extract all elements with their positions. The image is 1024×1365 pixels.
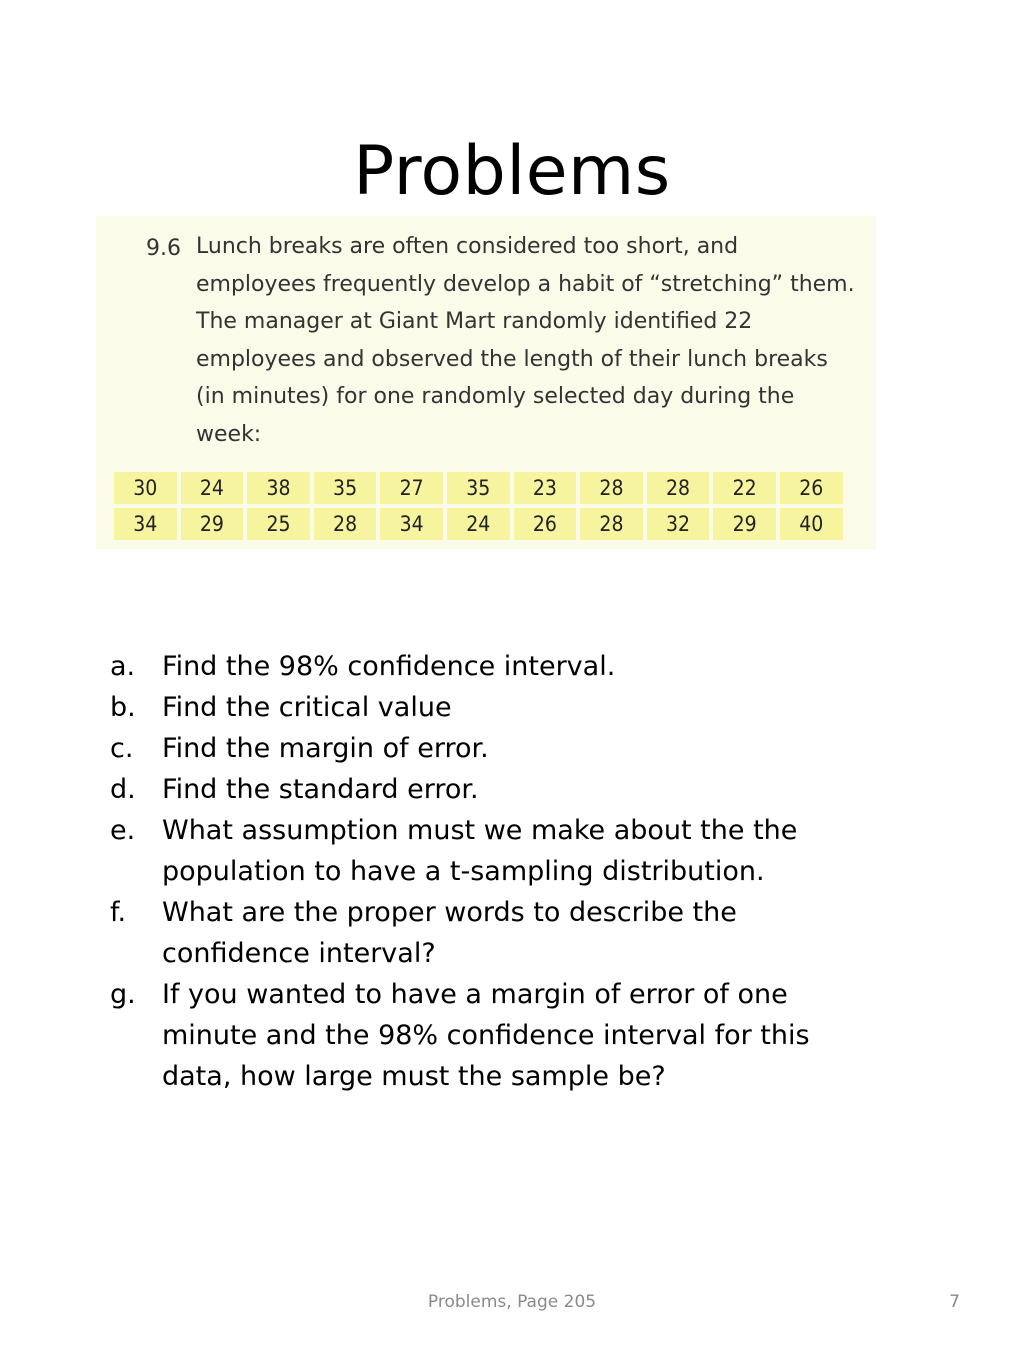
data-cell: 23 — [514, 472, 577, 504]
question-item — [110, 892, 850, 974]
question-item — [110, 810, 850, 892]
question-letter: f. — [110, 897, 127, 928]
question-letter: d. — [110, 774, 136, 805]
question-letter: a. — [110, 651, 136, 682]
data-cell: 32 — [647, 508, 710, 540]
data-cell: 29 — [713, 508, 776, 540]
slide-title: Problems — [353, 132, 671, 211]
data-cell: 26 — [514, 508, 577, 540]
question-text: What assumption must we make about the the population to have a t-sampling distribution. — [162, 815, 798, 887]
question-text: If you wanted to have a margin of error of one minute and the 98% confidence interval for this data, how large must the sample be? — [162, 979, 810, 1092]
question-list — [110, 646, 850, 1097]
question-item — [110, 769, 850, 810]
question-item — [110, 974, 850, 1097]
data-cell: 35 — [314, 472, 377, 504]
data-cell: 25 — [247, 508, 310, 540]
problem-number: 9.6 — [146, 236, 181, 261]
question-item — [110, 646, 850, 687]
question-letter: g. — [110, 979, 136, 1010]
data-cell: 34 — [380, 508, 443, 540]
data-cell: 30 — [114, 472, 177, 504]
data-cell: 29 — [181, 508, 244, 540]
data-cell: 24 — [447, 508, 510, 540]
data-cell: 40 — [780, 508, 843, 540]
question-text: Find the margin of error. — [162, 733, 489, 764]
data-cell: 26 — [780, 472, 843, 504]
data-row — [114, 508, 843, 540]
data-cell: 27 — [380, 472, 443, 504]
problem-text: Lunch breaks are often considered too short, and employees frequently develop a habit of “stretching” them. The manager at Giant Mart randomly identified 22 employees and observed the length of their lunch breaks (in minutes) for one randomly selected day during the week: — [196, 234, 855, 447]
page-number: 7 — [949, 1292, 960, 1312]
data-cell: 24 — [181, 472, 244, 504]
question-item — [110, 687, 850, 728]
data-cell: 35 — [447, 472, 510, 504]
data-cell: 28 — [580, 508, 643, 540]
data-cell: 22 — [713, 472, 776, 504]
data-cell: 28 — [314, 508, 377, 540]
data-cell: 38 — [247, 472, 310, 504]
question-text: Find the 98% confidence interval. — [162, 651, 616, 682]
data-cell: 28 — [580, 472, 643, 504]
question-letter: b. — [110, 692, 136, 723]
textbook-excerpt — [96, 216, 876, 550]
question-letter: e. — [110, 815, 136, 846]
question-text: What are the proper words to describe the confidence interval? — [162, 897, 737, 969]
question-item — [110, 728, 850, 769]
data-cell: 34 — [114, 508, 177, 540]
question-letter: c. — [110, 733, 134, 764]
data-cell: 28 — [647, 472, 710, 504]
question-text: Find the critical value — [162, 692, 452, 723]
data-row — [114, 472, 843, 504]
data-table — [110, 468, 847, 544]
question-text: Find the standard error. — [162, 774, 479, 805]
footer-text: Problems, Page 205 — [427, 1292, 597, 1312]
